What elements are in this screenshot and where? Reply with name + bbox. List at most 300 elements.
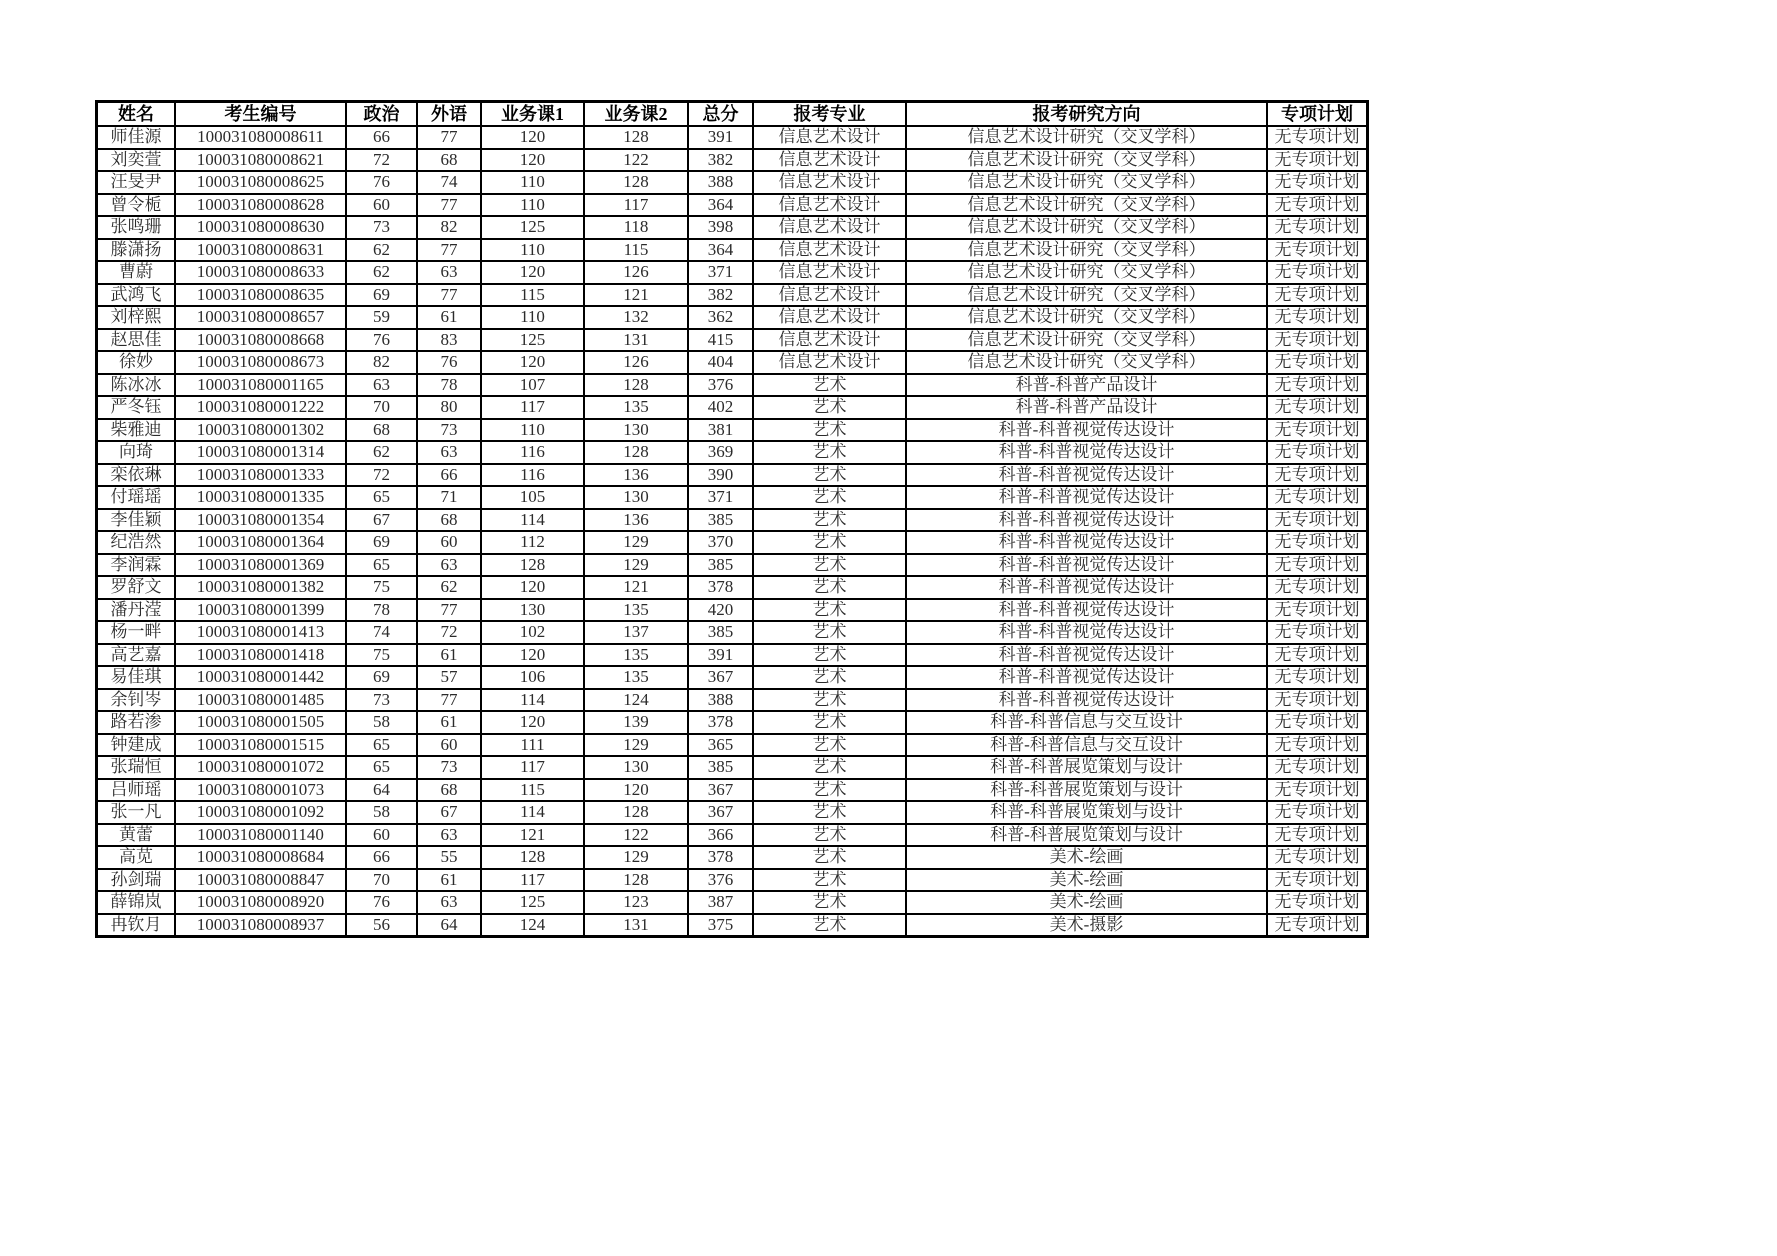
cell-foreign_language: 63: [417, 891, 481, 914]
cell-total: 367: [688, 779, 753, 802]
document-sheet: [95, 100, 1369, 938]
cell-candidate_id: 100031080008657: [175, 306, 346, 329]
cell-major: 艺术: [753, 756, 906, 779]
cell-course2: 126: [584, 261, 688, 284]
cell-name: 严冬钰: [97, 396, 176, 419]
cell-research_direction: 科普-科普视觉传达设计: [906, 576, 1267, 599]
cell-major: 信息艺术设计: [753, 171, 906, 194]
cell-major: 艺术: [753, 801, 906, 824]
cell-total: 391: [688, 126, 753, 149]
cell-name: 黄蕾: [97, 824, 176, 847]
cell-major: 艺术: [753, 486, 906, 509]
cell-major: 信息艺术设计: [753, 306, 906, 329]
cell-total: 376: [688, 374, 753, 397]
cell-politics: 63: [346, 374, 417, 397]
table-row: [97, 756, 1368, 779]
cell-politics: 73: [346, 689, 417, 712]
cell-course2: 135: [584, 644, 688, 667]
cell-major: 信息艺术设计: [753, 351, 906, 374]
cell-major: 信息艺术设计: [753, 149, 906, 172]
cell-foreign_language: 71: [417, 486, 481, 509]
cell-special_plan: 无专项计划: [1267, 261, 1368, 284]
cell-research_direction: 美术-摄影: [906, 914, 1267, 937]
cell-politics: 82: [346, 351, 417, 374]
cell-total: 398: [688, 216, 753, 239]
cell-course2: 128: [584, 441, 688, 464]
cell-special_plan: 无专项计划: [1267, 509, 1368, 532]
cell-special_plan: 无专项计划: [1267, 239, 1368, 262]
cell-candidate_id: 100031080001505: [175, 711, 346, 734]
cell-course2: 120: [584, 779, 688, 802]
cell-name: 刘梓熙: [97, 306, 176, 329]
cell-politics: 65: [346, 486, 417, 509]
cell-name: 赵思佳: [97, 329, 176, 352]
cell-special_plan: 无专项计划: [1267, 599, 1368, 622]
cell-major: 艺术: [753, 419, 906, 442]
cell-course1: 110: [481, 171, 584, 194]
cell-total: 388: [688, 171, 753, 194]
cell-research_direction: 科普-科普视觉传达设计: [906, 599, 1267, 622]
cell-politics: 78: [346, 599, 417, 622]
cell-special_plan: 无专项计划: [1267, 846, 1368, 869]
cell-total: 371: [688, 261, 753, 284]
cell-politics: 62: [346, 261, 417, 284]
cell-course2: 135: [584, 666, 688, 689]
cell-course1: 114: [481, 801, 584, 824]
cell-name: 刘奕萱: [97, 149, 176, 172]
cell-politics: 67: [346, 509, 417, 532]
cell-name: 张一凡: [97, 801, 176, 824]
cell-research_direction: 科普-科普展览策划与设计: [906, 801, 1267, 824]
cell-special_plan: 无专项计划: [1267, 869, 1368, 892]
cell-total: 385: [688, 621, 753, 644]
cell-course1: 120: [481, 149, 584, 172]
table-row: [97, 486, 1368, 509]
cell-major: 艺术: [753, 396, 906, 419]
cell-course2: 135: [584, 599, 688, 622]
cell-candidate_id: 100031080008631: [175, 239, 346, 262]
cell-name: 薛锦岚: [97, 891, 176, 914]
cell-politics: 72: [346, 464, 417, 487]
cell-candidate_id: 100031080008633: [175, 261, 346, 284]
cell-course2: 136: [584, 509, 688, 532]
cell-candidate_id: 100031080008611: [175, 126, 346, 149]
cell-course2: 122: [584, 824, 688, 847]
cell-research_direction: 信息艺术设计研究（交叉学科）: [906, 126, 1267, 149]
cell-total: 365: [688, 734, 753, 757]
cell-course1: 120: [481, 711, 584, 734]
cell-total: 376: [688, 869, 753, 892]
cell-politics: 58: [346, 801, 417, 824]
cell-name: 滕潇扬: [97, 239, 176, 262]
cell-course2: 128: [584, 171, 688, 194]
cell-foreign_language: 60: [417, 734, 481, 757]
cell-candidate_id: 100031080008937: [175, 914, 346, 937]
cell-name: 徐妙: [97, 351, 176, 374]
cell-research_direction: 科普-科普视觉传达设计: [906, 419, 1267, 442]
table-row: [97, 509, 1368, 532]
table-row: [97, 464, 1368, 487]
cell-research_direction: 信息艺术设计研究（交叉学科）: [906, 149, 1267, 172]
cell-special_plan: 无专项计划: [1267, 374, 1368, 397]
cell-total: 378: [688, 846, 753, 869]
table-row: [97, 329, 1368, 352]
cell-course2: 128: [584, 801, 688, 824]
cell-special_plan: 无专项计划: [1267, 486, 1368, 509]
cell-special_plan: 无专项计划: [1267, 216, 1368, 239]
cell-politics: 65: [346, 734, 417, 757]
cell-foreign_language: 61: [417, 644, 481, 667]
cell-politics: 69: [346, 284, 417, 307]
table-row: [97, 599, 1368, 622]
cell-major: 信息艺术设计: [753, 194, 906, 217]
cell-research_direction: 科普-科普产品设计: [906, 374, 1267, 397]
cell-foreign_language: 80: [417, 396, 481, 419]
cell-total: 378: [688, 711, 753, 734]
cell-course2: 129: [584, 846, 688, 869]
cell-research_direction: 美术-绘画: [906, 869, 1267, 892]
table-row: [97, 621, 1368, 644]
cell-foreign_language: 77: [417, 239, 481, 262]
cell-research_direction: 科普-科普展览策划与设计: [906, 756, 1267, 779]
cell-politics: 70: [346, 396, 417, 419]
cell-candidate_id: 100031080001073: [175, 779, 346, 802]
cell-total: 391: [688, 644, 753, 667]
cell-candidate_id: 100031080008630: [175, 216, 346, 239]
cell-course2: 130: [584, 486, 688, 509]
cell-candidate_id: 100031080001354: [175, 509, 346, 532]
cell-politics: 75: [346, 576, 417, 599]
cell-name: 孙剑瑞: [97, 869, 176, 892]
cell-foreign_language: 57: [417, 666, 481, 689]
cell-research_direction: 信息艺术设计研究（交叉学科）: [906, 284, 1267, 307]
cell-special_plan: 无专项计划: [1267, 329, 1368, 352]
cell-foreign_language: 60: [417, 531, 481, 554]
cell-candidate_id: 100031080001333: [175, 464, 346, 487]
cell-course1: 120: [481, 576, 584, 599]
cell-course1: 120: [481, 644, 584, 667]
cell-politics: 68: [346, 419, 417, 442]
cell-candidate_id: 100031080008668: [175, 329, 346, 352]
cell-foreign_language: 61: [417, 306, 481, 329]
cell-major: 信息艺术设计: [753, 126, 906, 149]
cell-course1: 110: [481, 306, 584, 329]
cell-politics: 74: [346, 621, 417, 644]
cell-course2: 132: [584, 306, 688, 329]
cell-candidate_id: 100031080001418: [175, 644, 346, 667]
cell-foreign_language: 61: [417, 711, 481, 734]
cell-research_direction: 信息艺术设计研究（交叉学科）: [906, 351, 1267, 374]
cell-total: 371: [688, 486, 753, 509]
cell-special_plan: 无专项计划: [1267, 666, 1368, 689]
cell-foreign_language: 82: [417, 216, 481, 239]
cell-course1: 105: [481, 486, 584, 509]
cell-course1: 115: [481, 779, 584, 802]
cell-course1: 116: [481, 441, 584, 464]
cell-candidate_id: 100031080008684: [175, 846, 346, 869]
cell-foreign_language: 62: [417, 576, 481, 599]
cell-special_plan: 无专项计划: [1267, 914, 1368, 937]
cell-name: 陈冰冰: [97, 374, 176, 397]
cell-foreign_language: 73: [417, 419, 481, 442]
cell-special_plan: 无专项计划: [1267, 396, 1368, 419]
cell-research_direction: 美术-绘画: [906, 891, 1267, 914]
cell-research_direction: 科普-科普视觉传达设计: [906, 554, 1267, 577]
cell-course2: 139: [584, 711, 688, 734]
cell-special_plan: 无专项计划: [1267, 891, 1368, 914]
table-row: [97, 554, 1368, 577]
cell-candidate_id: 100031080008847: [175, 869, 346, 892]
table-row: [97, 171, 1368, 194]
cell-major: 艺术: [753, 711, 906, 734]
cell-foreign_language: 68: [417, 149, 481, 172]
cell-name: 李佳颖: [97, 509, 176, 532]
table-row: [97, 824, 1368, 847]
cell-special_plan: 无专项计划: [1267, 734, 1368, 757]
cell-candidate_id: 100031080008628: [175, 194, 346, 217]
cell-total: 382: [688, 149, 753, 172]
cell-research_direction: 信息艺术设计研究（交叉学科）: [906, 216, 1267, 239]
cell-special_plan: 无专项计划: [1267, 576, 1368, 599]
cell-course1: 114: [481, 509, 584, 532]
cell-politics: 62: [346, 239, 417, 262]
cell-course1: 114: [481, 689, 584, 712]
table-row: [97, 261, 1368, 284]
cell-politics: 56: [346, 914, 417, 937]
cell-candidate_id: 100031080001314: [175, 441, 346, 464]
cell-research_direction: 科普-科普展览策划与设计: [906, 779, 1267, 802]
cell-candidate_id: 100031080008920: [175, 891, 346, 914]
cell-course2: 123: [584, 891, 688, 914]
cell-course2: 131: [584, 329, 688, 352]
table-row: [97, 779, 1368, 802]
cell-candidate_id: 100031080008621: [175, 149, 346, 172]
cell-research_direction: 科普-科普视觉传达设计: [906, 464, 1267, 487]
cell-special_plan: 无专项计划: [1267, 531, 1368, 554]
cell-candidate_id: 100031080001382: [175, 576, 346, 599]
cell-foreign_language: 61: [417, 869, 481, 892]
table-row: [97, 239, 1368, 262]
cell-total: 415: [688, 329, 753, 352]
cell-course1: 110: [481, 194, 584, 217]
cell-research_direction: 科普-科普视觉传达设计: [906, 531, 1267, 554]
cell-name: 余钊岑: [97, 689, 176, 712]
cell-research_direction: 科普-科普视觉传达设计: [906, 486, 1267, 509]
cell-total: 364: [688, 239, 753, 262]
column-header-major: 报考专业: [753, 102, 906, 127]
cell-research_direction: 信息艺术设计研究（交叉学科）: [906, 261, 1267, 284]
table-row: [97, 396, 1368, 419]
cell-course2: 130: [584, 419, 688, 442]
cell-course2: 129: [584, 531, 688, 554]
cell-major: 艺术: [753, 554, 906, 577]
cell-major: 信息艺术设计: [753, 239, 906, 262]
cell-politics: 69: [346, 666, 417, 689]
cell-name: 纪浩然: [97, 531, 176, 554]
cell-course2: 129: [584, 554, 688, 577]
table-row: [97, 374, 1368, 397]
cell-major: 艺术: [753, 891, 906, 914]
table-row: [97, 846, 1368, 869]
cell-name: 冉钦月: [97, 914, 176, 937]
cell-course1: 130: [481, 599, 584, 622]
table-row: [97, 891, 1368, 914]
cell-candidate_id: 100031080001485: [175, 689, 346, 712]
cell-name: 张鸣珊: [97, 216, 176, 239]
cell-total: 382: [688, 284, 753, 307]
cell-course1: 117: [481, 869, 584, 892]
cell-name: 曹蔚: [97, 261, 176, 284]
cell-major: 艺术: [753, 576, 906, 599]
cell-candidate_id: 100031080001302: [175, 419, 346, 442]
column-header-politics: 政治: [346, 102, 417, 127]
cell-total: 390: [688, 464, 753, 487]
cell-total: 367: [688, 801, 753, 824]
column-header-candidate_id: 考生编号: [175, 102, 346, 127]
cell-course2: 124: [584, 689, 688, 712]
cell-total: 369: [688, 441, 753, 464]
cell-politics: 76: [346, 329, 417, 352]
cell-foreign_language: 77: [417, 599, 481, 622]
table-row: [97, 666, 1368, 689]
column-header-special_plan: 专项计划: [1267, 102, 1368, 127]
cell-total: 420: [688, 599, 753, 622]
table-row: [97, 194, 1368, 217]
cell-candidate_id: 100031080001413: [175, 621, 346, 644]
cell-major: 信息艺术设计: [753, 216, 906, 239]
cell-politics: 65: [346, 554, 417, 577]
cell-foreign_language: 78: [417, 374, 481, 397]
cell-total: 388: [688, 689, 753, 712]
cell-research_direction: 科普-科普视觉传达设计: [906, 621, 1267, 644]
cell-major: 艺术: [753, 779, 906, 802]
cell-name: 张瑞恒: [97, 756, 176, 779]
table-row: [97, 711, 1368, 734]
cell-research_direction: 科普-科普信息与交互设计: [906, 711, 1267, 734]
cell-major: 信息艺术设计: [753, 284, 906, 307]
cell-research_direction: 科普-科普视觉传达设计: [906, 441, 1267, 464]
cell-candidate_id: 100031080001515: [175, 734, 346, 757]
cell-total: 385: [688, 756, 753, 779]
cell-course2: 128: [584, 869, 688, 892]
cell-name: 栾依琳: [97, 464, 176, 487]
cell-research_direction: 信息艺术设计研究（交叉学科）: [906, 171, 1267, 194]
cell-candidate_id: 100031080001140: [175, 824, 346, 847]
cell-foreign_language: 68: [417, 509, 481, 532]
table-row: [97, 801, 1368, 824]
cell-total: 370: [688, 531, 753, 554]
cell-major: 艺术: [753, 531, 906, 554]
cell-total: 378: [688, 576, 753, 599]
column-header-name: 姓名: [97, 102, 176, 127]
cell-foreign_language: 64: [417, 914, 481, 937]
cell-research_direction: 信息艺术设计研究（交叉学科）: [906, 239, 1267, 262]
cell-course2: 118: [584, 216, 688, 239]
cell-candidate_id: 100031080001442: [175, 666, 346, 689]
cell-course1: 120: [481, 126, 584, 149]
cell-candidate_id: 100031080001364: [175, 531, 346, 554]
cell-name: 付瑶瑶: [97, 486, 176, 509]
cell-course2: 121: [584, 576, 688, 599]
column-header-course2: 业务课2: [584, 102, 688, 127]
cell-total: 402: [688, 396, 753, 419]
cell-course2: 131: [584, 914, 688, 937]
cell-candidate_id: 100031080001335: [175, 486, 346, 509]
cell-politics: 62: [346, 441, 417, 464]
cell-candidate_id: 100031080001399: [175, 599, 346, 622]
cell-special_plan: 无专项计划: [1267, 554, 1368, 577]
cell-foreign_language: 77: [417, 126, 481, 149]
cell-name: 李润霖: [97, 554, 176, 577]
cell-special_plan: 无专项计划: [1267, 824, 1368, 847]
cell-foreign_language: 63: [417, 824, 481, 847]
cell-research_direction: 科普-科普展览策划与设计: [906, 824, 1267, 847]
cell-special_plan: 无专项计划: [1267, 171, 1368, 194]
cell-special_plan: 无专项计划: [1267, 126, 1368, 149]
cell-name: 曾令栀: [97, 194, 176, 217]
cell-major: 信息艺术设计: [753, 329, 906, 352]
cell-course1: 110: [481, 239, 584, 262]
cell-total: 367: [688, 666, 753, 689]
cell-special_plan: 无专项计划: [1267, 801, 1368, 824]
cell-research_direction: 美术-绘画: [906, 846, 1267, 869]
cell-major: 艺术: [753, 689, 906, 712]
cell-special_plan: 无专项计划: [1267, 711, 1368, 734]
cell-research_direction: 科普-科普视觉传达设计: [906, 644, 1267, 667]
cell-foreign_language: 72: [417, 621, 481, 644]
cell-foreign_language: 67: [417, 801, 481, 824]
cell-special_plan: 无专项计划: [1267, 419, 1368, 442]
table-row: [97, 869, 1368, 892]
cell-major: 艺术: [753, 441, 906, 464]
cell-special_plan: 无专项计划: [1267, 194, 1368, 217]
cell-name: 吕师瑶: [97, 779, 176, 802]
cell-course1: 112: [481, 531, 584, 554]
cell-research_direction: 信息艺术设计研究（交叉学科）: [906, 194, 1267, 217]
cell-course1: 116: [481, 464, 584, 487]
cell-special_plan: 无专项计划: [1267, 689, 1368, 712]
table-row: [97, 126, 1368, 149]
cell-course2: 128: [584, 126, 688, 149]
cell-politics: 66: [346, 846, 417, 869]
cell-politics: 66: [346, 126, 417, 149]
cell-total: 362: [688, 306, 753, 329]
cell-course2: 136: [584, 464, 688, 487]
table-row: [97, 351, 1368, 374]
cell-special_plan: 无专项计划: [1267, 306, 1368, 329]
cell-major: 艺术: [753, 644, 906, 667]
cell-course1: 125: [481, 216, 584, 239]
cell-course1: 107: [481, 374, 584, 397]
cell-name: 杨一畔: [97, 621, 176, 644]
cell-course2: 117: [584, 194, 688, 217]
cell-major: 艺术: [753, 914, 906, 937]
cell-foreign_language: 63: [417, 441, 481, 464]
cell-politics: 60: [346, 194, 417, 217]
cell-course1: 125: [481, 891, 584, 914]
cell-total: 375: [688, 914, 753, 937]
cell-name: 钟建成: [97, 734, 176, 757]
table-body: [97, 126, 1368, 937]
cell-name: 高苋: [97, 846, 176, 869]
cell-foreign_language: 77: [417, 284, 481, 307]
cell-course1: 121: [481, 824, 584, 847]
cell-total: 364: [688, 194, 753, 217]
cell-course1: 110: [481, 419, 584, 442]
cell-foreign_language: 55: [417, 846, 481, 869]
cell-name: 汪旻尹: [97, 171, 176, 194]
cell-foreign_language: 63: [417, 554, 481, 577]
